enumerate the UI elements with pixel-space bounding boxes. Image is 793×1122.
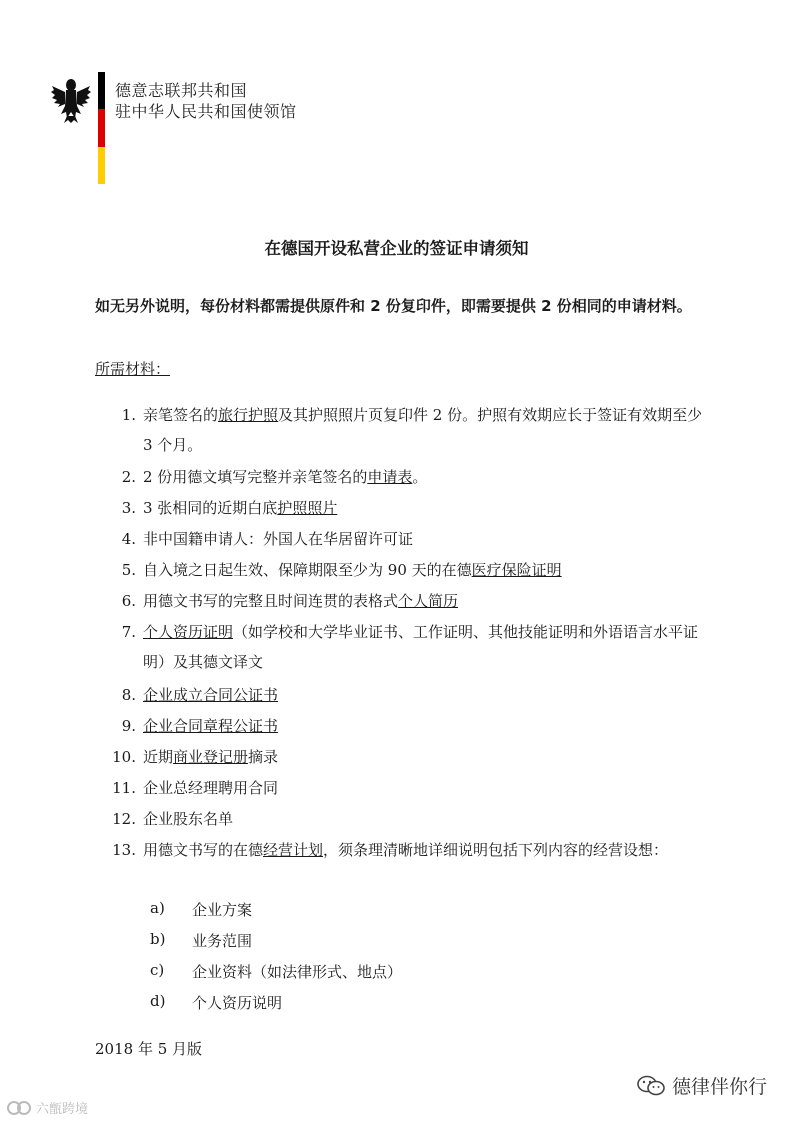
notice-paragraph: 如无另外说明，每份材料都需提供原件和 2 份复印件，即需要提供 2 份相同的申请材料。	[95, 297, 692, 315]
text-segment: ，须条理清晰地详细说明包括下列内容的经营设想：	[323, 841, 669, 859]
list-item-number: 3.	[121, 499, 136, 517]
list-item-text	[143, 617, 703, 677]
text-segment: 非中国籍申请人：外国人在华居留许可证	[143, 530, 414, 548]
watermark-logo-icon	[6, 1100, 32, 1116]
sub-list-text: 企业资料（如法律形式、地点）	[192, 963, 403, 981]
list-item-text	[143, 804, 703, 834]
underlined-term: 旅行护照	[218, 406, 279, 424]
list-item-text	[143, 555, 703, 585]
list-item-text	[143, 462, 703, 492]
list-item-text	[143, 711, 703, 741]
sub-list-label: a)	[150, 899, 165, 917]
sub-list-text: 个人资历说明	[192, 994, 283, 1012]
embassy-name-line2: 驻中华人民共和国使领馆	[115, 102, 297, 121]
embassy-name-line1: 德意志联邦共和国	[115, 81, 248, 100]
list-item-text	[143, 773, 703, 803]
list-item-number: 2.	[121, 468, 136, 486]
text-segment: 企业总经理聘用合同	[143, 779, 279, 797]
list-item-number: 8.	[121, 686, 136, 704]
underlined-term: 个人资历证明	[143, 623, 234, 641]
list-item-number: 10.	[112, 748, 136, 766]
list-item-text	[143, 835, 703, 865]
list-item-number: 12.	[112, 810, 136, 828]
text-segment: （如学校和大学毕业证书、工作证明、其他技能证明和外语语言水平证明）及其德文译文	[143, 623, 699, 671]
watermark-right	[636, 1072, 767, 1099]
list-item-text	[143, 493, 703, 523]
list-item-number: 6.	[121, 592, 136, 610]
underlined-term: 护照照片	[277, 499, 338, 517]
text-segment: 及其护照照片页复印件 2 份。护照有效期应长于签证有效期至少 3 个月。	[143, 406, 703, 454]
sub-list-label: d)	[150, 992, 166, 1010]
text-segment: 亲笔签名的	[143, 406, 219, 424]
list-item-text	[143, 680, 703, 710]
text-segment: 企业股东名单	[143, 810, 234, 828]
sub-list-label: c)	[150, 961, 165, 979]
underlined-term: 申请表	[367, 468, 413, 486]
underlined-term: 个人简历	[398, 592, 459, 610]
sub-list-text: 业务范围	[192, 932, 253, 950]
wechat-icon	[636, 1075, 666, 1097]
text-segment: 近期	[143, 748, 174, 766]
underlined-term: 经营计划	[263, 841, 324, 859]
list-item-number: 1.	[121, 406, 136, 424]
document-date: 2018 年 5 月版	[95, 1040, 203, 1058]
list-item-number: 4.	[121, 530, 136, 548]
text-segment: 用德文书写的在德	[143, 841, 264, 859]
list-item-number: 11.	[112, 779, 136, 797]
german-flag-bar	[98, 72, 105, 184]
sub-list-text: 企业方案	[192, 901, 253, 919]
watermark-right-text: 德律伴你行	[671, 1076, 767, 1098]
list-item-text	[143, 742, 703, 772]
text-segment: 3 张相同的近期白底	[143, 499, 278, 517]
list-item-number: 5.	[121, 561, 136, 579]
required-materials-heading: 所需材料：	[95, 360, 171, 378]
watermark-left-text: 六甑跨境	[36, 1102, 89, 1117]
underlined-term: 企业成立合同公证书	[143, 686, 279, 704]
underlined-term: 医疗保险证明	[471, 561, 562, 579]
text-segment: 。	[412, 468, 428, 486]
text-segment: 用德文书写的完整且时间连贯的表格式	[143, 592, 399, 610]
underlined-term: 商业登记册	[173, 748, 249, 766]
list-item-text	[143, 586, 703, 616]
text-segment: 摘录	[248, 748, 279, 766]
watermark-left	[6, 1098, 88, 1117]
list-item-text	[143, 524, 703, 554]
list-item-number: 9.	[121, 717, 136, 735]
underlined-term: 企业合同章程公证书	[143, 717, 279, 735]
federal-eagle-icon	[50, 76, 92, 124]
text-segment: 2 份用德文填写完整并亲笔签名的	[143, 468, 368, 486]
list-item-text	[143, 400, 703, 460]
document-title: 在德国开设私营企业的签证申请须知	[264, 239, 529, 258]
text-segment: 自入境之日起生效、保障期限至少为 90 天的在德	[143, 561, 472, 579]
sub-list-label: b)	[150, 930, 166, 948]
list-item-number: 7.	[121, 623, 136, 641]
list-item-number: 13.	[112, 841, 136, 859]
